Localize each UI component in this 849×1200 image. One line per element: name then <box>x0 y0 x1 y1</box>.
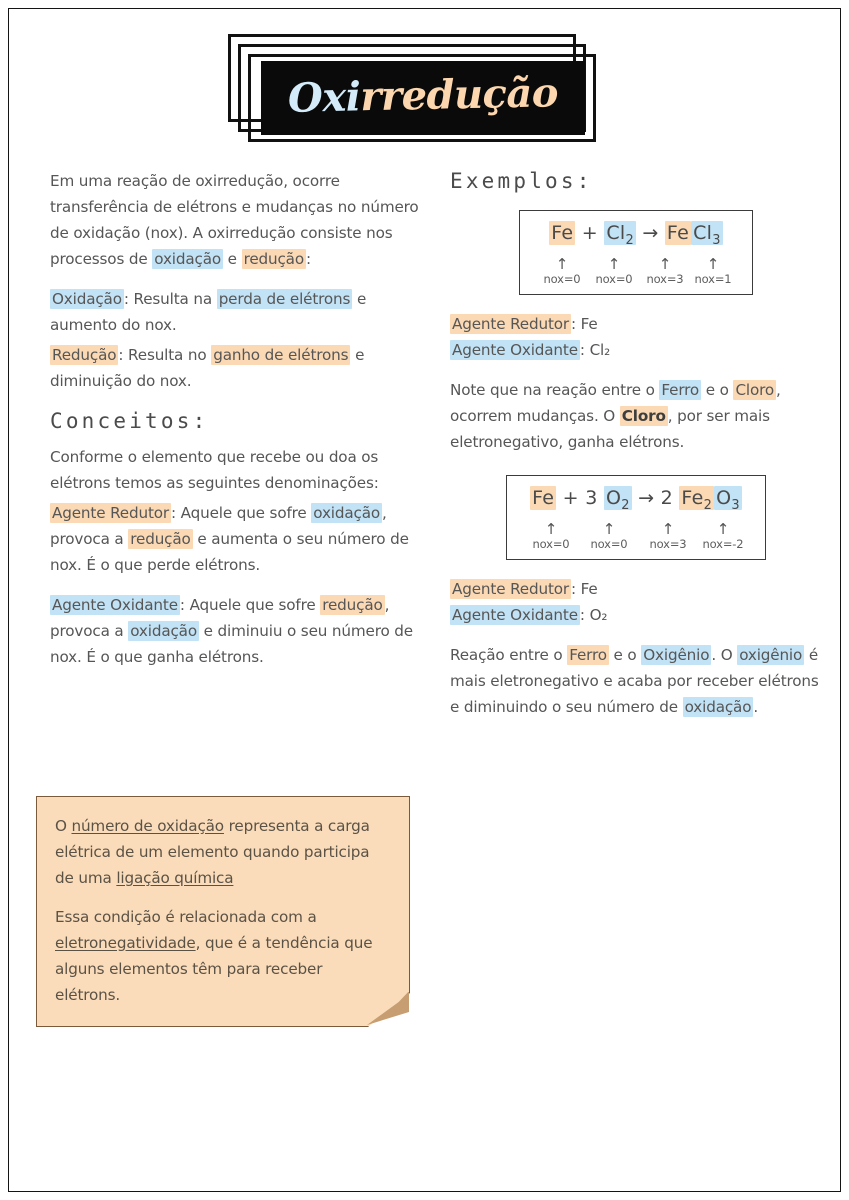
agents-2-redutor-value: : Fe <box>571 579 598 598</box>
eq2-nox-label-4: nox=-2 <box>702 536 744 551</box>
eq1-term-fecl3-cl3: $Cl_3$ <box>693 222 721 248</box>
equation-2-wrapper <box>450 469 822 576</box>
equation-2-formula <box>523 485 749 519</box>
eq1-term-fe: Fe <box>551 222 574 244</box>
eq1-term-fecl3-fe: Fe <box>666 222 690 244</box>
agents-1-oxidante-label: Agente Oxidante <box>452 340 578 359</box>
eq1-up-arrow-1-icon: ↑ <box>555 254 569 273</box>
sticky-p2-text-a: Essa condição é relacionada com a <box>55 908 317 926</box>
agents-1-oxidante-value: : Cl₂ <box>579 340 611 359</box>
eq2-coefficient-2: 2 <box>660 486 674 509</box>
intro-highlight-reducao: redução <box>243 250 304 268</box>
reducao-definition <box>50 342 424 394</box>
note-2-highlight-oxigenio-2: oxigênio <box>739 645 803 664</box>
sticky-note-body <box>55 813 391 1008</box>
eq2-nox-label-3: nox=3 <box>649 536 687 551</box>
agente-redutor-text-1: : Aquele que sofre <box>171 504 312 522</box>
title-banner <box>228 34 624 142</box>
sticky-note-fold-curl-icon <box>367 992 409 1026</box>
eq2-term-o2: $O_2$ <box>605 486 630 513</box>
reducao-label: Redução <box>52 346 117 364</box>
eq2-term-fe2o3 <box>679 486 741 513</box>
exemplos-heading: Exemplos: <box>450 169 593 193</box>
agente-oxidante-label: Agente Oxidante <box>52 596 178 614</box>
equation-2-arrow-row <box>523 521 749 537</box>
reducao-tail: e diminuição do nox. <box>50 346 365 390</box>
eq2-nox-label-1: nox=0 <box>532 536 570 551</box>
note-2-text-3: . O <box>711 645 738 664</box>
eq2-term-fe: Fe <box>532 486 555 509</box>
eq2-arrow-operator: → <box>638 486 655 509</box>
page-title-part-peach: rredução <box>359 69 559 121</box>
sticky-p1-text-b: representa a carga elétrica de um elemento quando participa de uma <box>55 817 370 887</box>
agente-redutor-label: Agente Redutor <box>52 504 169 522</box>
agents-1-redutor-value: : Fe <box>571 314 598 333</box>
note-2-text-5: . <box>753 697 759 716</box>
eq1-term-cl2: $Cl_2$ <box>606 222 634 248</box>
eq2-up-arrow-4-icon: ↑ <box>716 519 730 538</box>
intro-paragraph <box>50 168 424 272</box>
eq2-up-arrow-2-icon: ↑ <box>602 519 616 538</box>
note-1-paragraph <box>450 377 822 455</box>
eq2-term-fe2o3-o3: $O_3$ <box>716 486 740 513</box>
note-1-highlight-ferro: Ferro <box>661 380 700 399</box>
reducao-mid: : Resulta no <box>118 346 212 364</box>
sticky-p1-underline-ligacao-quimica: ligação química <box>116 869 234 887</box>
agents-2-redutor <box>450 576 822 602</box>
reducao-highlight-ganho: ganho de elétrons <box>213 346 349 364</box>
eq2-up-arrow-3-icon: ↑ <box>661 519 675 538</box>
conceitos-heading: Conceitos: <box>50 409 209 433</box>
note-1-text-4: , por ser mais eletronegativo, ganha elétrons. <box>450 406 770 451</box>
sticky-p1-text-a: O <box>55 817 72 835</box>
note-2-highlight-ferro: Ferro <box>569 645 607 664</box>
agente-redutor-highlight-reducao: redução <box>130 530 191 548</box>
oxidacao-label: Oxidação <box>52 290 122 308</box>
page-title-part-blue: Oxi <box>287 73 361 122</box>
equation-1-arrow-row <box>536 256 736 272</box>
agente-redutor-text-2: , provoca a <box>50 504 387 548</box>
note-2-text-4: é mais eletronegativo e acaba por receber elétrons e diminuindo o seu número de <box>450 645 819 716</box>
page-title <box>287 69 559 122</box>
agents-2-redutor-label: Agente Redutor <box>452 579 569 598</box>
eq1-up-arrow-3-icon: ↑ <box>658 254 672 273</box>
equation-1-wrapper <box>450 204 822 311</box>
left-column <box>50 168 424 684</box>
eq1-up-arrow-4-icon: ↑ <box>706 254 720 273</box>
agents-1-redutor-label: Agente Redutor <box>452 314 569 333</box>
sticky-p2-underline-eletronegatividade: eletronegatividade <box>55 934 196 952</box>
sticky-paragraph-1 <box>55 813 391 891</box>
oxidacao-tail: e aumento do nox. <box>50 290 367 334</box>
eq2-term-fe2o3-fe2: $Fe_2$ <box>681 486 713 513</box>
agente-oxidante-highlight-oxidacao: oxidação <box>130 622 197 640</box>
sticky-p1-underline-numero-oxidacao: número de oxidação <box>71 817 224 835</box>
agente-oxidante-text-1: : Aquele que sofre <box>179 596 321 614</box>
note-2-highlight-oxidacao: oxidação <box>684 697 752 716</box>
note-1-highlight-cloro: Cloro <box>735 380 775 399</box>
note-2-text-1: Reação entre o <box>450 645 568 664</box>
oxidacao-definition <box>50 286 424 338</box>
right-column <box>450 168 822 734</box>
agents-1-redutor <box>450 311 822 337</box>
eq1-term-fecl3 <box>665 221 723 248</box>
banner-plate <box>261 61 585 135</box>
agente-redutor-definition <box>50 500 424 578</box>
agente-oxidante-highlight-reducao: redução <box>322 596 383 614</box>
equation-box-1 <box>519 210 753 295</box>
eq1-nox-label-4: nox=1 <box>694 271 732 286</box>
agents-2-oxidante <box>450 602 822 628</box>
agents-1-oxidante <box>450 337 822 363</box>
agente-redutor-highlight-oxidacao: oxidação <box>313 504 381 522</box>
eq2-plus-operator: + <box>562 486 579 509</box>
eq1-plus-operator: + <box>581 222 598 244</box>
eq2-coefficient-3: 3 <box>585 486 598 509</box>
equation-1-nox-row <box>536 272 736 286</box>
intro-text-1: Em uma reação de oxirredução, ocorre transferência de elétrons e mudanças no número de oxidação (nox). A oxirredução consiste nos processos de <box>50 172 419 268</box>
agente-redutor-text-3: e aumenta o seu número de nox. É o que perde elétrons. <box>50 530 409 574</box>
eq2-nox-label-2: nox=0 <box>590 536 628 551</box>
equation-box-2 <box>506 475 766 560</box>
eq1-nox-label-3: nox=3 <box>646 271 684 286</box>
eq1-nox-label-2: nox=0 <box>595 271 633 286</box>
note-2-paragraph <box>450 642 822 720</box>
eq1-arrow-operator: → <box>642 222 659 244</box>
agente-oxidante-definition <box>50 592 424 670</box>
eq1-nox-label-1: nox=0 <box>543 271 581 286</box>
intro-text-3: : <box>305 250 311 268</box>
note-2-highlight-oxigenio: Oxigênio <box>643 645 710 664</box>
sticky-p2-text-b: , que é a tendência que alguns elementos têm para receber elétrons. <box>55 934 373 1004</box>
note-1-text-1: Note que na reação entre o <box>450 380 660 399</box>
agents-2-oxidante-value: : O₂ <box>579 605 608 624</box>
equation-2-nox-row <box>523 537 749 551</box>
eq1-up-arrow-2-icon: ↑ <box>607 254 621 273</box>
conceitos-intro: Conforme o elemento que recebe ou doa os elétrons temos as seguintes denominações: <box>50 448 379 492</box>
equation-1-formula <box>536 220 736 254</box>
note-1-highlight-cloro-bold: Cloro <box>621 406 666 425</box>
sticky-note <box>36 796 410 1027</box>
oxidacao-highlight-perda: perda de elétrons <box>218 290 351 308</box>
sticky-paragraph-2 <box>55 904 391 1008</box>
agents-2-oxidante-label: Agente Oxidante <box>452 605 578 624</box>
eq2-up-arrow-1-icon: ↑ <box>544 519 558 538</box>
intro-highlight-oxidacao: oxidação <box>154 250 221 268</box>
agente-oxidante-text-2: , provoca a <box>50 596 390 640</box>
note-1-text-2: e o <box>701 380 734 399</box>
intro-text-2: e <box>223 250 242 268</box>
note-2-text-2: e o <box>608 645 642 664</box>
oxidacao-mid: : Resulta na <box>123 290 217 308</box>
agente-oxidante-text-3: e diminuiu o seu número de nox. É o que ganha elétrons. <box>50 622 413 666</box>
note-1-text-3: , ocorrem mudanças. O <box>450 380 781 425</box>
